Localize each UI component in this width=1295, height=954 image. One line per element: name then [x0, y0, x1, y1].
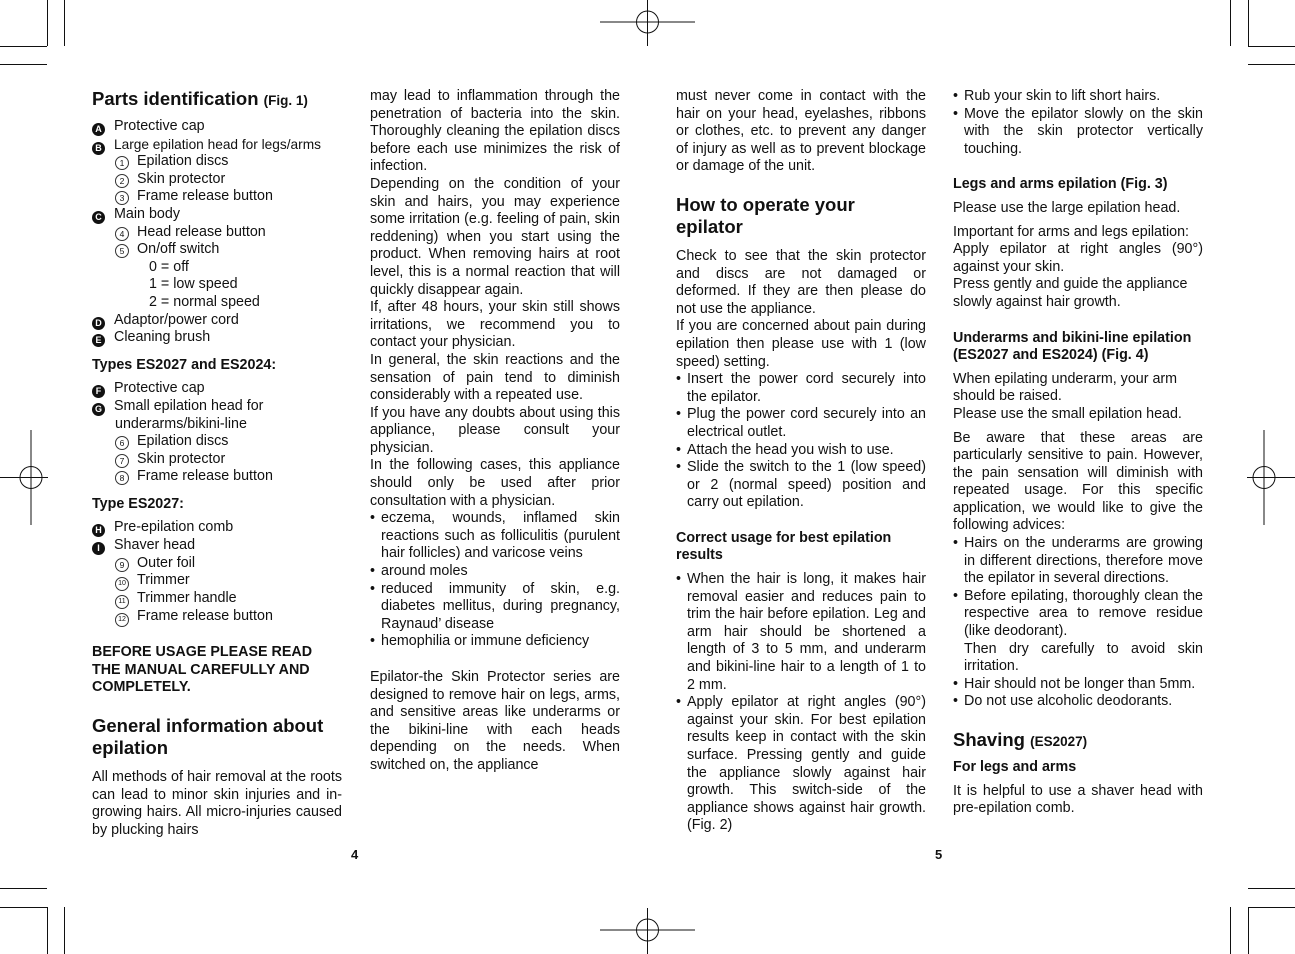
shaving-subheading: For legs and arms — [953, 759, 1077, 775]
list-item: • Rub your skin to lift short hairs. — [953, 88, 1203, 106]
letter-e-badge: E — [92, 334, 105, 347]
page-number-left: 4 — [351, 847, 359, 862]
part-label: Cleaning brush — [114, 329, 211, 346]
types-heading: Types ES2027 and ES2024: — [92, 356, 277, 373]
num-badge: 7 — [115, 454, 129, 468]
part-label: Protective cap — [114, 380, 205, 397]
paragraph: In general, the skin reactions and the sensation of pain tend to diminish considerably with a repeated use. — [370, 351, 620, 404]
letter-b-badge: B — [92, 142, 105, 155]
num-badge: 9 — [115, 558, 129, 572]
list-item: • Before epilating, thoroughly clean the respective area to remove residue (like deodorant). Then dry carefully to avoid skin irritation. — [953, 588, 1203, 676]
sub-part-label: Epilation discs — [137, 433, 229, 450]
part-d — [92, 312, 342, 330]
list-item: • Hairs on the underarms are growing in different directions, therefore move the epilator in several directions. — [953, 535, 1203, 588]
sub-part — [92, 451, 342, 469]
sub-part — [92, 224, 342, 242]
letter-h-badge: H — [92, 524, 105, 537]
letter-i-badge: I — [92, 542, 105, 555]
paragraph: Apply epilator at right angles (90°) against your skin. — [953, 241, 1203, 275]
list-item: • eczema, wounds, inflamed skin reactions such as folliculitis (purulent hair follicles) and varicose veins — [370, 510, 620, 563]
paragraph: Be aware that these areas are particularly sensitive to pain. However, the pain sensation will diminish with repeated usage. For this specific application, we would like to give the following advices: — [953, 429, 1203, 534]
sub-part-label: Skin protector — [137, 450, 226, 467]
list-item: • Hair should not be longer than 5mm. — [953, 676, 1203, 694]
paragraph: must never come in contact with the hair on your head, eyelashes, ribbons or clothes, etc. to prevent any danger of injury as well as to prevent blockage or damage of the unit. — [676, 88, 926, 175]
num-badge: 3 — [115, 191, 129, 205]
speed-setting: 2 = normal speed — [149, 293, 260, 310]
registration-mark-bottom — [600, 908, 695, 954]
num-badge: 4 — [115, 227, 129, 241]
sub-part-label: Frame release button — [137, 608, 273, 625]
part-label-continued: underarms/bikini-line — [115, 415, 247, 432]
letter-a-badge: A — [92, 123, 105, 136]
sub-part — [92, 171, 342, 189]
part-c — [92, 206, 342, 224]
sub-part-label: Skin protector — [137, 170, 226, 187]
part-label: Pre-epilation comb — [114, 519, 234, 536]
sub-part — [92, 572, 342, 590]
list-item: • Apply epilator at right angles (90°) against your skin. For best epilation results keep in contact with the skin surface. Pressing gently and guide the appliance slowly against hair growth. This switch-side of the appliance shows against hair growth. (Fig. 2) — [676, 694, 926, 835]
list-item-continuation: Then dry carefully to avoid skin irritation. — [964, 640, 1203, 675]
sub-part — [92, 153, 342, 171]
how-to-operate-heading: How to operate your epilator — [676, 193, 855, 237]
paragraph: If, after 48 hours, your skin still shows irritations, we recommend you to contact your physician. — [370, 299, 620, 351]
paragraph: If you are concerned about pain during epilation then please use with 1 (low speed) setting. — [676, 318, 926, 370]
paragraph: Check to see that the skin protector and discs are not damaged or deformed. If they are then please do not use the appliance. — [676, 247, 926, 317]
steps-list — [676, 371, 926, 512]
list-item: • Slide the switch to the 1 (low speed) or 2 (normal speed) position and carry out epilation. — [676, 459, 926, 512]
list-item: • hemophilia or immune deficiency — [370, 633, 620, 651]
part-g — [92, 398, 342, 416]
column-1 — [92, 88, 342, 839]
list-item: • Do not use alcoholic deodorants. — [953, 693, 1203, 711]
sub-part-label: Epilation discs — [137, 153, 229, 170]
sub-part — [92, 590, 342, 608]
letter-g-badge: G — [92, 403, 105, 416]
part-b — [92, 136, 342, 154]
part-f — [92, 380, 342, 398]
paragraph: Depending on the condition of your skin and hairs, you may experience some irritation (e.g. feeling of pain, skin reddening) when you start using the product. When removing hairs at root level, this is a normal reaction that will quickly disappear again. — [370, 175, 620, 298]
sub-part-label: Frame release button — [137, 188, 273, 205]
list-item: • Move the epilator slowly on the skin with the skin protector vertically touching. — [953, 106, 1203, 159]
num-badge: 10 — [115, 577, 129, 591]
sub-part — [92, 188, 342, 206]
before-usage-notice: BEFORE USAGE PLEASE READ THE MANUAL CAREFULLY AND COMPLETELY. — [92, 644, 313, 696]
paragraph: In the following cases, this appliance should only be used after prior consultation with a physician. — [370, 457, 620, 509]
paragraph: When epilating underarm, your arm should be raised. — [953, 370, 1178, 405]
paragraph: If you have any doubts about using this appliance, please consult your physician. — [370, 404, 620, 456]
tips-list — [953, 88, 1203, 158]
part-label: Adaptor/power cord — [114, 311, 239, 328]
list-item: • Attach the head you wish to use. — [676, 442, 926, 460]
usage-tips-list — [676, 571, 926, 835]
sub-part — [92, 608, 342, 626]
list-item: • reduced immunity of skin, e.g. diabetes mellitus, during pregnancy, Raynaud’ disease — [370, 581, 620, 634]
sub-part-label: On/off switch — [137, 241, 220, 258]
speed-setting: 1 = low speed — [149, 276, 238, 293]
sub-part-label: Trimmer — [137, 572, 190, 589]
type-es2027-heading: Type ES2027: — [92, 495, 184, 512]
speed-setting: 0 = off — [149, 258, 189, 275]
general-info-heading: General information about epilation — [92, 715, 324, 759]
registration-mark-left — [0, 430, 48, 525]
num-badge: 8 — [115, 471, 129, 485]
sub-part-label: Trimmer handle — [137, 590, 237, 607]
underarm-tips-list — [953, 535, 1203, 711]
sub-part — [92, 241, 342, 259]
sub-part — [92, 433, 342, 451]
shaving-heading: Shaving (ES2027) — [953, 729, 1088, 750]
part-label: Large epilation head for legs/arms — [114, 136, 321, 152]
parts-heading: Parts identification (Fig. 1) — [92, 88, 308, 109]
letter-f-badge: F — [92, 385, 105, 398]
num-badge: 12 — [115, 613, 129, 627]
letter-d-badge: D — [92, 317, 105, 330]
correct-usage-heading: Correct usage for best epilation results — [676, 529, 892, 564]
part-label: Protective cap — [114, 118, 205, 134]
column-2 — [370, 88, 620, 775]
part-i — [92, 537, 342, 555]
sub-part-label: Outer foil — [137, 554, 196, 571]
letter-c-badge: C — [92, 211, 105, 224]
paragraph: Please use the large epilation head. — [953, 199, 1181, 216]
num-badge: 2 — [115, 174, 129, 188]
paragraph: Please use the small epilation head. — [953, 405, 1182, 422]
column-3 — [676, 88, 926, 835]
num-badge: 11 — [115, 595, 129, 609]
num-badge: 1 — [115, 156, 129, 170]
registration-mark-top — [600, 0, 695, 46]
part-label: Shaver head — [114, 537, 196, 554]
paragraph: may lead to inflammation through the penetration of bacteria into the skin. Thoroughly cleaning the epilation discs before each use minimizes the risk of infection. — [370, 88, 620, 175]
page-number-right: 5 — [935, 847, 943, 862]
paragraph: It is helpful to use a shaver head with pre-epilation comb. — [953, 782, 1203, 817]
sub-part — [92, 555, 342, 573]
part-e — [92, 329, 342, 347]
registration-mark-right — [1247, 430, 1295, 525]
paragraph: Important for arms and legs epilation: — [953, 223, 1190, 240]
num-badge: 5 — [115, 244, 129, 258]
part-a — [92, 118, 342, 136]
column-4 — [953, 88, 1203, 818]
legs-arms-heading: Legs and arms epilation (Fig. 3) — [953, 176, 1168, 193]
sub-part-label: Head release button — [137, 223, 266, 240]
general-info-text: All methods of hair removal at the roots can lead to minor skin injuries and in-growing hairs. All micro-injuries caused by plucking hairs — [92, 769, 342, 838]
contraindication-list — [370, 510, 620, 651]
sub-part — [92, 468, 342, 486]
sub-part-label: Frame release button — [137, 468, 273, 485]
paragraph: Press gently and guide the appliance slowly against hair growth. — [953, 276, 1188, 310]
list-item: • around moles — [370, 563, 620, 581]
part-label: Small epilation head for — [114, 397, 264, 414]
paragraph: Epilator-the Skin Protector series are designed to remove hair on legs, arms, and sensitive areas like underarms or the bikini-line with each heads depending on the needs. When switched on, the appliance — [370, 669, 620, 773]
part-label: Main body — [114, 205, 180, 222]
part-h — [92, 519, 342, 537]
list-item: • When the hair is long, it makes hair removal easier and reduces pain to trim the hair before epilation. Leg and arm hair should be shortened a length of 3 to 5 mm, and underarm and bikini-line hair to a length of 1 to 2 mm. — [676, 571, 926, 694]
list-item: • Insert the power cord securely into the epilator. — [676, 371, 926, 406]
list-item: • Plug the power cord securely into an electrical outlet. — [676, 406, 926, 441]
num-badge: 6 — [115, 436, 129, 450]
underarms-heading: Underarms and bikini-line epilation (ES2027 and ES2024) (Fig. 4) — [953, 329, 1192, 364]
